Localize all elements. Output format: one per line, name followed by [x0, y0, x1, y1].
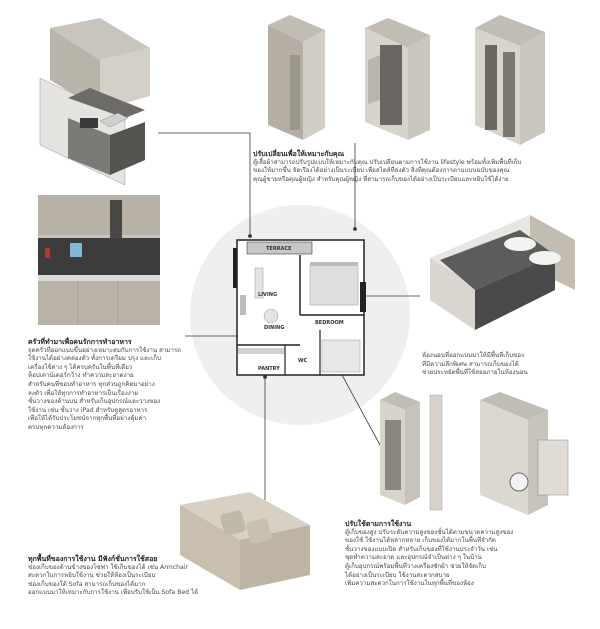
- living-label: LIVING: [258, 292, 278, 298]
- sofa-line: สะดวกในการหยิบใช้งาน ช่วยให้ห้องเป็นระเบียบ: [28, 572, 156, 580]
- sofa-callout: [28, 555, 258, 598]
- sofa-heading: ทุกพื้นที่ของการใช้งาน มีฟังก์ชั่นการใช้สอย: [28, 555, 158, 563]
- wc-label: WC: [298, 358, 308, 364]
- storage-callout: [345, 520, 595, 589]
- kitchen-line: ชั้นวางของด้านบน สำหรับเก็บอุปกรณ์และวางของ: [28, 398, 161, 406]
- bedroom-line: ที่มีความลึกพิเศษ สามารถเก็บของได้: [422, 360, 519, 368]
- kitchen-heading: ครัวที่ทำมาเพื่อคนรักการทำอาหาร: [28, 338, 132, 346]
- wardrobe-line: ของให้มากขึ้น จัดเรียงได้อย่างเป็นระเบียบ เพื่อสไตล์ที่ลงตัว สิ่งที่คุณต้องการตามแบบฉบับของคุณ: [253, 167, 510, 175]
- wardrobe-line: ตู้เสื้อผ้าสามารถปรับรูปแบบให้เหมาะกับคุณ ปรับเปลี่ยนตามการใช้งาน lifestyle พร้อมทั้งเพิ่มพื้นที่เก็บ: [253, 158, 522, 166]
- storage-line: ชุดทำความสะอาด และอุปกรณ์จำเป็นต่าง ๆ ในบ้าน: [345, 554, 482, 562]
- bedroom-line: ห้องนอนที่ออกแบบมาให้มีพื้นที่เก็บของ: [422, 352, 524, 359]
- pantry-label: PANTRY: [258, 366, 280, 372]
- bedroom-label: BEDROOM: [315, 320, 344, 326]
- sofa-line: ออกแบบมาให้เหมาะกับการใช้งาน เพื่อปรับใช้เป็น Sofa Bed ได้: [28, 589, 199, 597]
- storage-line: ของใช้ ใช้งานได้หลากหลาย เก็บของได้มากในพื้นที่จำกัด: [345, 537, 496, 545]
- storage-line: ตู้เก็บอุปกรณ์พร้อมพื้นที่วางเครื่องซักผ้า ช่วยให้จัดเก็บ: [345, 562, 486, 570]
- kitchen-callout: [28, 338, 208, 433]
- bedroom-callout: [422, 352, 592, 378]
- sofa-line: ช่องเก็บของด้านข้างของโซฟา ใช้เก็บของได้ เช่น Armchair: [28, 563, 189, 571]
- kitchen-line: ใช้งานได้อย่างคล่องตัว ทั้งการเตรียม ปรุง และเก็บ: [28, 355, 161, 363]
- kitchen-line: ลงตัว เพื่อให้ทุกการทำอาหารเป็นเรื่องง่าย: [28, 389, 138, 397]
- wardrobe-heading: ปรับเปลี่ยนเพื่อให้เหมาะกับคุณ: [253, 150, 345, 158]
- kitchen-line: ท็อปเคาน์เตอร์กว้าง ทำความสะอาดง่าย: [28, 372, 134, 380]
- wardrobe-line: คุณผู้ชายหรือคุณผู้หญิง สำหรับคุณผู้หญิง ที่สามารถเก็บของได้อย่างเป็นระเบียบและหยิบใช้ได้ง่าย: [253, 175, 509, 183]
- storage-line: ตู้เก็บของสูง ปรับระดับความสูงของชั้นได้ตามขนาดความสูงของ: [345, 528, 514, 536]
- kitchen-line: ใช้งาน เช่น ชั้นวาง iPad สำหรับดูสูตรอาหาร: [28, 406, 148, 414]
- storage-line: ชั้นวางของแบบเปิด สำหรับเก็บของที่ใช้งานประจำวัน เช่น: [345, 545, 498, 553]
- storage-line: ได้อย่างเป็นระเบียบ ใช้งานสะดวกสบาย: [345, 571, 450, 579]
- kitchen-line: จุดครัวที่ออกแบบขึ้นอย่างเหมาะสมกับการใช้งาน สามารถ: [28, 346, 181, 354]
- wardrobe-callout: [253, 150, 593, 184]
- sofa-line: ช่องเก็บของใต้ Sofa สามารถเก็บของได้มาก: [28, 580, 146, 588]
- storage-line: เพิ่มความสะดวกในการใช้งานในทุกพื้นที่ของห้อง: [345, 580, 474, 588]
- bedroom-line: ช่วยประหยัดพื้นที่ใช้สอยภายในห้องนอน: [422, 369, 528, 377]
- dining-label: DINING: [264, 325, 285, 331]
- kitchen-line: เพื่อให้ได้รับประโยชน์จากทุกพื้นที่อย่างคุ้มค่า: [28, 415, 147, 423]
- terrace-label: TERRACE: [266, 246, 292, 252]
- kitchen-line: สำหรับคนที่ชอบทำอาหาร ทุกส่วนถูกคิดมาอย่าง: [28, 380, 155, 388]
- kitchen-line: เครื่องใช้ต่าง ๆ ได้ครบครันในพื้นที่เดียว: [28, 363, 133, 371]
- kitchen-line: ครบทุกความต้องการ: [28, 423, 84, 431]
- storage-heading: ปรับใช้ตามการใช้งาน: [345, 520, 412, 528]
